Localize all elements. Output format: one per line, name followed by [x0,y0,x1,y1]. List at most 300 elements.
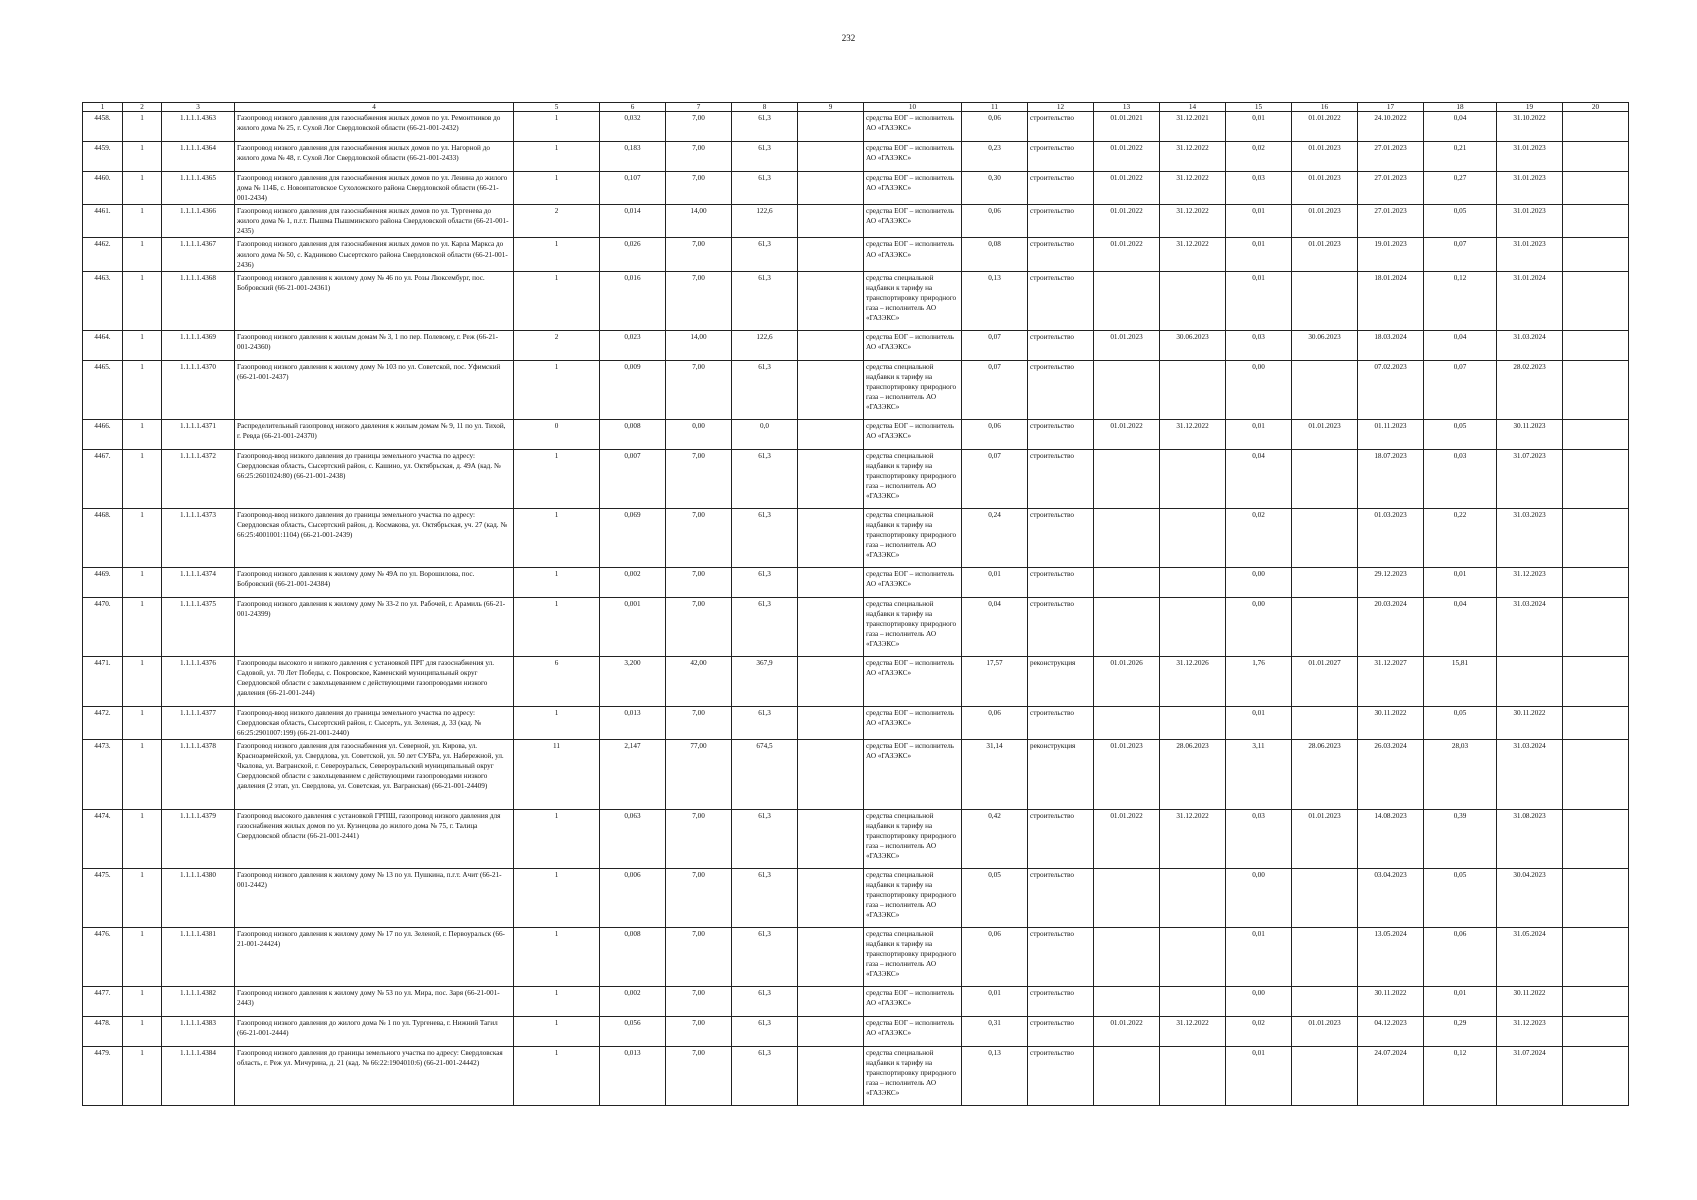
cell-col-10: средства специальной надбавки к тарифу на транспортировку природного газа – исполнитель АО «ГАЗЭКС» [864,868,962,927]
cell-col-13 [1094,508,1160,567]
column-header: 18 [1424,103,1497,112]
cell-col-13 [1094,567,1160,597]
cell-col-9 [798,986,864,1016]
cell-col-19: 31.01.2024 [1497,271,1563,330]
cell-col-4: Газопровод низкого давления к жилому дому № 13 по ул. Пушкина, п.г.т. Ачит (66-21-001-2442) [235,868,514,927]
column-number-header-row [83,103,1629,112]
cell-col-7: 42,00 [666,656,732,706]
cell-col-13 [1094,271,1160,330]
cell-col-18: 0,07 [1424,360,1497,419]
cell-col-5: 1 [514,597,600,656]
cell-col-8: 61,3 [732,238,798,271]
cell-col-18: 0,12 [1424,1046,1497,1105]
cell-col-6: 0,056 [600,1016,666,1046]
cell-col-15: 0,01 [1226,1046,1292,1105]
cell-col-9 [798,706,864,739]
cell-col-17: 27.01.2023 [1358,205,1424,238]
cell-col-5: 1 [514,706,600,739]
cell-col-15: 0,00 [1226,360,1292,419]
cell-col-4: Газопровод-ввод низкого давления до границы земельного участка по адресу: Свердловская область, Сысертский район, г. Сысерть, ул. Зеленая, д. 33 (кад. № 66:25:2901007:199) (66-21-001-2440) [235,706,514,739]
cell-col-17: 30.11.2022 [1358,706,1424,739]
cell-col-14 [1160,706,1226,739]
cell-col-5: 0 [514,419,600,449]
table-row [83,360,1629,419]
cell-col-3: 1.1.1.1.4377 [162,706,235,739]
cell-col-12: строительство [1028,142,1094,172]
cell-col-17: 14.08.2023 [1358,809,1424,868]
cell-col-13: 01.01.2026 [1094,656,1160,706]
cell-col-1: 4460. [83,172,123,205]
cell-col-16 [1292,271,1358,330]
cell-col-4: Газопровод высокого давления с установкой ГРПШ, газопровод низкого давления для газоснабжения жилых домов по ул. Кузнецова до жилого дома № 75, г. Талица Свердловской области (66-21-001-2441) [235,809,514,868]
cell-col-10: средства ЕОГ – исполнитель АО «ГАЗЭКС» [864,706,962,739]
cell-col-18: 0,04 [1424,330,1497,360]
cell-col-10: средства специальной надбавки к тарифу на транспортировку природного газа – исполнитель АО «ГАЗЭКС» [864,809,962,868]
cell-col-11: 0,13 [962,271,1028,330]
cell-col-12: строительство [1028,1046,1094,1105]
cell-col-20 [1563,449,1629,508]
cell-col-19: 31.03.2024 [1497,597,1563,656]
cell-col-4: Газопровод низкого давления к жилому дому № 33-2 по ул. Рабочей, г. Арамиль (66-21-001-24399) [235,597,514,656]
column-header: 10 [864,103,962,112]
cell-col-1: 4466. [83,419,123,449]
cell-col-5: 1 [514,868,600,927]
cell-col-17: 27.01.2023 [1358,172,1424,205]
cell-col-5: 2 [514,205,600,238]
cell-col-15: 0,01 [1226,112,1292,142]
cell-col-18: 28,03 [1424,739,1497,809]
cell-col-5: 1 [514,172,600,205]
cell-col-12: строительство [1028,112,1094,142]
cell-col-5: 1 [514,238,600,271]
cell-col-13 [1094,360,1160,419]
cell-col-7: 7,00 [666,1016,732,1046]
cell-col-6: 3,200 [600,656,666,706]
cell-col-4: Газопровод-ввод низкого давления до границы земельного участка по адресу: Свердловская область, Сысертский район, д. Космакова, ул. Октябрьская, уч. 27 (кад. № 66:25:4001001:1104) (66-21-001-2439) [235,508,514,567]
cell-col-10: средства ЕОГ – исполнитель АО «ГАЗЭКС» [864,656,962,706]
cell-col-16: 01.01.2023 [1292,172,1358,205]
cell-col-17: 18.01.2024 [1358,271,1424,330]
cell-col-6: 0,026 [600,238,666,271]
cell-col-3: 1.1.1.1.4380 [162,868,235,927]
cell-col-20 [1563,597,1629,656]
cell-col-6: 0,013 [600,1046,666,1105]
cell-col-3: 1.1.1.1.4373 [162,508,235,567]
cell-col-9 [798,271,864,330]
cell-col-11: 0,06 [962,112,1028,142]
cell-col-16 [1292,597,1358,656]
cell-col-10: средства ЕОГ – исполнитель АО «ГАЗЭКС» [864,986,962,1016]
table-row [83,271,1629,330]
cell-col-3: 1.1.1.1.4378 [162,739,235,809]
cell-col-15: 0,00 [1226,567,1292,597]
cell-col-2: 1 [123,449,162,508]
cell-col-20 [1563,1016,1629,1046]
cell-col-14 [1160,986,1226,1016]
cell-col-5: 1 [514,449,600,508]
cell-col-9 [798,1016,864,1046]
cell-col-18: 0,12 [1424,271,1497,330]
cell-col-20 [1563,271,1629,330]
cell-col-15: 0,01 [1226,706,1292,739]
cell-col-16: 01.01.2023 [1292,419,1358,449]
cell-col-18: 0,29 [1424,1016,1497,1046]
cell-col-12: строительство [1028,238,1094,271]
cell-col-1: 4468. [83,508,123,567]
cell-col-15: 1,76 [1226,656,1292,706]
cell-col-1: 4467. [83,449,123,508]
cell-col-4: Газопровод низкого давления для газоснабжения ул. Северной, ул. Кирова, ул. Красноармейской, ул. Свердлова, ул. Советской, ул. 50 лет СУБРа, ул. Набережной, ул. Чкалова, ул. Вагранской, г. Североуральск, Североуральский муниципальный округ Свердловской области с закольцеванием с действующими газопроводами низкого давления (2 этап, ул. Свердлова, ул. Советская, ул. Вагранская) (66-21-001-24409) [235,739,514,809]
table-row [83,1046,1629,1105]
cell-col-4: Газопровод низкого давления для газоснабжения жилых домов по ул. Тургенева до жилого дома № 1, п.г.т. Пышма Пышминского района Свердловской области (66-21-001-2435) [235,205,514,238]
cell-col-6: 0,032 [600,112,666,142]
table-row [83,927,1629,986]
cell-col-4: Газопровод низкого давления до жилого дома № 1 по ул. Тургенева, г. Нижний Тагил (66-21-001-2444) [235,1016,514,1046]
cell-col-13: 01.01.2021 [1094,112,1160,142]
cell-col-17: 24.10.2022 [1358,112,1424,142]
cell-col-12: строительство [1028,449,1094,508]
cell-col-4: Газопровод низкого давления к жилому дому № 17 по ул. Зеленой, г. Первоуральск (66-21-001-24424) [235,927,514,986]
cell-col-14 [1160,927,1226,986]
cell-col-20 [1563,142,1629,172]
column-header: 16 [1292,103,1358,112]
cell-col-8: 0,0 [732,419,798,449]
cell-col-1: 4463. [83,271,123,330]
cell-col-16 [1292,706,1358,739]
cell-col-10: средства ЕОГ – исполнитель АО «ГАЗЭКС» [864,567,962,597]
table-row [83,706,1629,739]
cell-col-13: 01.01.2022 [1094,419,1160,449]
cell-col-9 [798,739,864,809]
cell-col-15: 0,02 [1226,1016,1292,1046]
cell-col-12: строительство [1028,809,1094,868]
cell-col-20 [1563,567,1629,597]
cell-col-19: 31.05.2024 [1497,927,1563,986]
cell-col-5: 6 [514,656,600,706]
cell-col-15: 0,01 [1226,271,1292,330]
cell-col-18: 0,06 [1424,927,1497,986]
cell-col-18: 0,01 [1424,567,1497,597]
cell-col-11: 0,31 [962,1016,1028,1046]
cell-col-17: 18.07.2023 [1358,449,1424,508]
cell-col-6: 0,069 [600,508,666,567]
cell-col-8: 61,3 [732,986,798,1016]
cell-col-18: 0,04 [1424,597,1497,656]
cell-col-17: 24.07.2024 [1358,1046,1424,1105]
cell-col-8: 61,3 [732,597,798,656]
table-row [83,809,1629,868]
cell-col-11: 0,30 [962,172,1028,205]
column-header: 19 [1497,103,1563,112]
cell-col-19: 31.01.2023 [1497,172,1563,205]
cell-col-18: 0,21 [1424,142,1497,172]
cell-col-9 [798,142,864,172]
cell-col-17: 29.12.2023 [1358,567,1424,597]
cell-col-7: 7,00 [666,868,732,927]
cell-col-18: 0,22 [1424,508,1497,567]
table-row [83,330,1629,360]
cell-col-14: 31.12.2022 [1160,809,1226,868]
cell-col-16 [1292,508,1358,567]
cell-col-3: 1.1.1.1.4364 [162,142,235,172]
cell-col-17: 03.04.2023 [1358,868,1424,927]
cell-col-12: строительство [1028,508,1094,567]
cell-col-14 [1160,868,1226,927]
cell-col-15: 0,01 [1226,419,1292,449]
cell-col-9 [798,238,864,271]
cell-col-7: 7,00 [666,567,732,597]
cell-col-14: 31.12.2022 [1160,142,1226,172]
cell-col-20 [1563,656,1629,706]
column-header: 12 [1028,103,1094,112]
cell-col-12: строительство [1028,567,1094,597]
cell-col-12: строительство [1028,597,1094,656]
cell-col-19: 30.11.2023 [1497,419,1563,449]
cell-col-3: 1.1.1.1.4367 [162,238,235,271]
table-body [83,112,1629,1106]
cell-col-12: строительство [1028,172,1094,205]
column-header: 4 [235,103,514,112]
column-header: 2 [123,103,162,112]
cell-col-14: 31.12.2022 [1160,205,1226,238]
table-row [83,508,1629,567]
cell-col-11: 0,42 [962,809,1028,868]
cell-col-19: 31.12.2023 [1497,567,1563,597]
cell-col-9 [798,597,864,656]
cell-col-2: 1 [123,597,162,656]
cell-col-1: 4461. [83,205,123,238]
cell-col-10: средства специальной надбавки к тарифу на транспортировку природного газа – исполнитель АО «ГАЗЭКС» [864,927,962,986]
cell-col-15: 3,11 [1226,739,1292,809]
cell-col-16: 01.01.2023 [1292,809,1358,868]
cell-col-3: 1.1.1.1.4383 [162,1016,235,1046]
column-header: 15 [1226,103,1292,112]
cell-col-3: 1.1.1.1.4379 [162,809,235,868]
cell-col-19: 30.11.2022 [1497,706,1563,739]
cell-col-15: 0,01 [1226,238,1292,271]
cell-col-2: 1 [123,567,162,597]
cell-col-13: 01.01.2022 [1094,809,1160,868]
column-header: 8 [732,103,798,112]
cell-col-6: 0,002 [600,567,666,597]
cell-col-8: 122,6 [732,330,798,360]
cell-col-2: 1 [123,112,162,142]
cell-col-3: 1.1.1.1.4376 [162,656,235,706]
cell-col-5: 2 [514,330,600,360]
column-header: 9 [798,103,864,112]
cell-col-8: 61,3 [732,567,798,597]
cell-col-18: 0,05 [1424,706,1497,739]
cell-col-8: 674,5 [732,739,798,809]
cell-col-16 [1292,567,1358,597]
cell-col-11: 0,24 [962,508,1028,567]
cell-col-14 [1160,567,1226,597]
cell-col-19: 31.07.2023 [1497,449,1563,508]
table-row [83,739,1629,809]
cell-col-20 [1563,172,1629,205]
column-header: 5 [514,103,600,112]
column-header: 6 [600,103,666,112]
cell-col-14: 31.12.2022 [1160,419,1226,449]
cell-col-2: 1 [123,739,162,809]
cell-col-4: Газопровод низкого давления для газоснабжения жилых домов по ул. Ремонтников до жилого дома № 25, г. Сухой Лог Свердловской области (66-21-001-2432) [235,112,514,142]
cell-col-11: 0,07 [962,449,1028,508]
cell-col-9 [798,567,864,597]
cell-col-11: 0,07 [962,330,1028,360]
cell-col-20 [1563,238,1629,271]
cell-col-11: 0,01 [962,567,1028,597]
cell-col-2: 1 [123,142,162,172]
cell-col-8: 122,6 [732,205,798,238]
cell-col-2: 1 [123,330,162,360]
cell-col-12: строительство [1028,205,1094,238]
cell-col-19: 31.10.2022 [1497,112,1563,142]
cell-col-12: строительство [1028,706,1094,739]
cell-col-12: строительство [1028,868,1094,927]
cell-col-11: 0,06 [962,706,1028,739]
cell-col-6: 0,016 [600,271,666,330]
cell-col-13 [1094,1046,1160,1105]
cell-col-15: 0,00 [1226,868,1292,927]
cell-col-13 [1094,868,1160,927]
cell-col-19: 31.01.2023 [1497,142,1563,172]
cell-col-9 [798,927,864,986]
cell-col-5: 1 [514,927,600,986]
cell-col-1: 4475. [83,868,123,927]
cell-col-20 [1563,986,1629,1016]
cell-col-20 [1563,330,1629,360]
table-row [83,419,1629,449]
cell-col-2: 1 [123,986,162,1016]
cell-col-19: 30.04.2023 [1497,868,1563,927]
cell-col-7: 7,00 [666,360,732,419]
cell-col-6: 0,002 [600,986,666,1016]
cell-col-12: строительство [1028,927,1094,986]
cell-col-13: 01.01.2022 [1094,238,1160,271]
cell-col-18: 0,39 [1424,809,1497,868]
cell-col-9 [798,360,864,419]
cell-col-4: Газопровод низкого давления для газоснабжения жилых домов по ул. Нагорной до жилого дома № 48, г. Сухой Лог Свердловской области (66-21-001-2433) [235,142,514,172]
cell-col-7: 14,00 [666,205,732,238]
cell-col-11: 0,05 [962,868,1028,927]
cell-col-1: 4459. [83,142,123,172]
table-row [83,597,1629,656]
cell-col-1: 4472. [83,706,123,739]
cell-col-3: 1.1.1.1.4369 [162,330,235,360]
cell-col-14: 31.12.2021 [1160,112,1226,142]
cell-col-10: средства специальной надбавки к тарифу на транспортировку природного газа – исполнитель АО «ГАЗЭКС» [864,1046,962,1105]
cell-col-11: 0,06 [962,927,1028,986]
cell-col-2: 1 [123,656,162,706]
cell-col-18: 0,05 [1424,868,1497,927]
cell-col-2: 1 [123,1046,162,1105]
cell-col-5: 1 [514,567,600,597]
cell-col-4: Газопровод низкого давления к жилому дому № 46 по ул. Розы Люксембург, пос. Бобровский (66-21-001-24361) [235,271,514,330]
cell-col-19: 28.02.2023 [1497,360,1563,419]
cell-col-14 [1160,360,1226,419]
cell-col-12: реконструкция [1028,656,1094,706]
cell-col-20 [1563,360,1629,419]
cell-col-18: 0,01 [1424,986,1497,1016]
cell-col-4: Газопровод низкого давления к жилому дому № 53 по ул. Мира, пос. Заря (66-21-001-2443) [235,986,514,1016]
cell-col-12: строительство [1028,986,1094,1016]
cell-col-19: 31.07.2024 [1497,1046,1563,1105]
cell-col-9 [798,172,864,205]
cell-col-6: 2,147 [600,739,666,809]
cell-col-10: средства специальной надбавки к тарифу на транспортировку природного газа – исполнитель АО «ГАЗЭКС» [864,597,962,656]
cell-col-17: 31.12.2027 [1358,656,1424,706]
column-header: 17 [1358,103,1424,112]
cell-col-12: строительство [1028,419,1094,449]
cell-col-18: 15,81 [1424,656,1497,706]
cell-col-9 [798,868,864,927]
cell-col-7: 7,00 [666,706,732,739]
cell-col-1: 4464. [83,330,123,360]
table-row [83,205,1629,238]
cell-col-9 [798,112,864,142]
cell-col-6: 0,013 [600,706,666,739]
cell-col-13: 01.01.2022 [1094,142,1160,172]
cell-col-6: 0,063 [600,809,666,868]
table-row [83,986,1629,1016]
cell-col-2: 1 [123,508,162,567]
cell-col-7: 77,00 [666,739,732,809]
cell-col-6: 0,008 [600,927,666,986]
cell-col-12: реконструкция [1028,739,1094,809]
cell-col-1: 4478. [83,1016,123,1046]
cell-col-10: средства специальной надбавки к тарифу на транспортировку природного газа – исполнитель АО «ГАЗЭКС» [864,449,962,508]
cell-col-7: 0,00 [666,419,732,449]
table-row [83,172,1629,205]
cell-col-17: 01.11.2023 [1358,419,1424,449]
cell-col-14 [1160,597,1226,656]
cell-col-2: 1 [123,205,162,238]
cell-col-7: 7,00 [666,1046,732,1105]
cell-col-9 [798,809,864,868]
cell-col-10: средства ЕОГ – исполнитель АО «ГАЗЭКС» [864,172,962,205]
cell-col-7: 7,00 [666,172,732,205]
cell-col-16: 01.01.2023 [1292,1016,1358,1046]
cell-col-3: 1.1.1.1.4370 [162,360,235,419]
cell-col-13: 01.01.2022 [1094,172,1160,205]
column-header: 11 [962,103,1028,112]
cell-col-10: средства ЕОГ – исполнитель АО «ГАЗЭКС» [864,205,962,238]
cell-col-11: 31,14 [962,739,1028,809]
cell-col-2: 1 [123,868,162,927]
cell-col-15: 0,03 [1226,330,1292,360]
cell-col-8: 61,3 [732,508,798,567]
cell-col-6: 0,183 [600,142,666,172]
cell-col-5: 1 [514,809,600,868]
cell-col-15: 0,01 [1226,927,1292,986]
cell-col-5: 1 [514,112,600,142]
cell-col-6: 0,006 [600,868,666,927]
cell-col-16: 01.01.2023 [1292,205,1358,238]
cell-col-14: 30.06.2023 [1160,330,1226,360]
cell-col-6: 0,008 [600,419,666,449]
cell-col-3: 1.1.1.1.4365 [162,172,235,205]
cell-col-14: 31.12.2022 [1160,1016,1226,1046]
table-row [83,142,1629,172]
cell-col-20 [1563,868,1629,927]
cell-col-9 [798,508,864,567]
cell-col-13: 01.01.2023 [1094,739,1160,809]
column-header: 7 [666,103,732,112]
cell-col-4: Газопровод низкого давления к жилому дому № 103 по ул. Советской, пос. Уфимский (66-21-001-2437) [235,360,514,419]
cell-col-4: Газопровод низкого давления для газоснабжения жилых домов по ул. Карла Маркса до жилого дома № 50, с. Кадниково Сысертского района Свердловской области (66-21-001-2436) [235,238,514,271]
cell-col-8: 61,3 [732,706,798,739]
cell-col-2: 1 [123,238,162,271]
